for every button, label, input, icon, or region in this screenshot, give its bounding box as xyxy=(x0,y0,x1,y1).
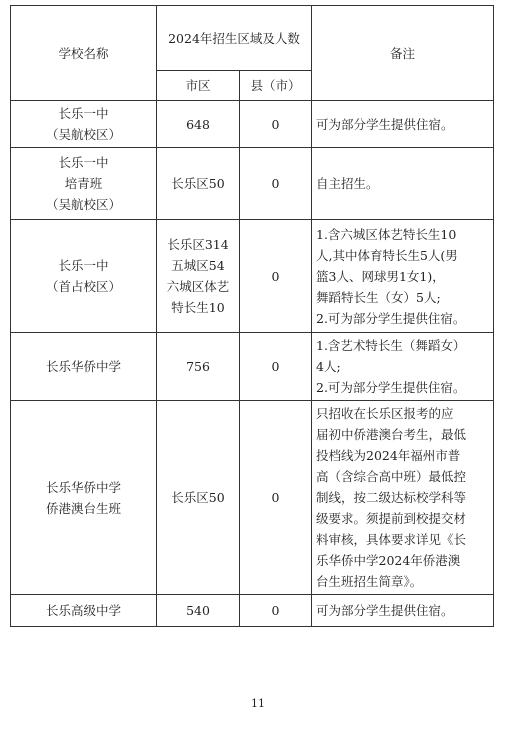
county-cell: 0 xyxy=(240,401,312,595)
county-cell: 0 xyxy=(240,220,312,333)
city-cell: 540 xyxy=(157,595,240,627)
table-row xyxy=(11,148,494,220)
note-cell: 自主招生。 xyxy=(312,148,494,220)
table-row xyxy=(11,595,494,627)
table-row xyxy=(11,401,494,595)
school-name-cell: 长乐一中 （首占校区） xyxy=(11,220,157,333)
school-name-cell: 长乐高级中学 xyxy=(11,595,157,627)
note-cell: 1.含艺术特长生（舞蹈女） 4人; 2.可为部分学生提供住宿。 xyxy=(312,333,494,401)
header-school-name: 学校名称 xyxy=(11,6,157,101)
note-cell: 只招收在长乐区报考的应 届初中侨港澳台考生，最低 投档线为2024年福州市普 高（含综合高中班）最低控 制线，按二级达标校学科等 级要求。须提前到校提交材 料审核，具体要求详见《长 乐华侨中学2024年侨港澳 台生班招生简章》。 xyxy=(312,401,494,595)
school-name-cell: 长乐华侨中学 侨港澳台生班 xyxy=(11,401,157,595)
table-row xyxy=(11,333,494,401)
header-city: 市区 xyxy=(157,71,240,101)
city-cell: 长乐区50 xyxy=(157,401,240,595)
city-cell: 长乐区314 五城区54 六城区体艺 特长生10 xyxy=(157,220,240,333)
county-cell: 0 xyxy=(240,148,312,220)
city-cell: 长乐区50 xyxy=(157,148,240,220)
header-county: 县（市） xyxy=(240,71,312,101)
school-name-cell: 长乐一中 （吴航校区） xyxy=(11,101,157,148)
school-name-cell: 长乐华侨中学 xyxy=(11,333,157,401)
note-cell: 可为部分学生提供住宿。 xyxy=(312,595,494,627)
city-cell: 756 xyxy=(157,333,240,401)
header-remarks: 备注 xyxy=(312,6,494,101)
table-row xyxy=(11,101,494,148)
note-cell: 1.含六城区体艺特长生10 人,其中体育特长生5人(男 篮3人、网球男1女1)， 舞蹈特长生（女）5人; 2.可为部分学生提供住宿。 xyxy=(312,220,494,333)
page-number: 11 xyxy=(251,697,265,710)
city-cell: 648 xyxy=(157,101,240,148)
table-row xyxy=(11,220,494,333)
county-cell: 0 xyxy=(240,101,312,148)
county-cell: 0 xyxy=(240,333,312,401)
county-cell: 0 xyxy=(240,595,312,627)
school-name-cell: 长乐一中 培青班 （吴航校区） xyxy=(11,148,157,220)
enrollment-table xyxy=(10,5,494,627)
header-enroll-group: 2024年招生区域及人数 xyxy=(157,6,312,71)
note-cell: 可为部分学生提供住宿。 xyxy=(312,101,494,148)
